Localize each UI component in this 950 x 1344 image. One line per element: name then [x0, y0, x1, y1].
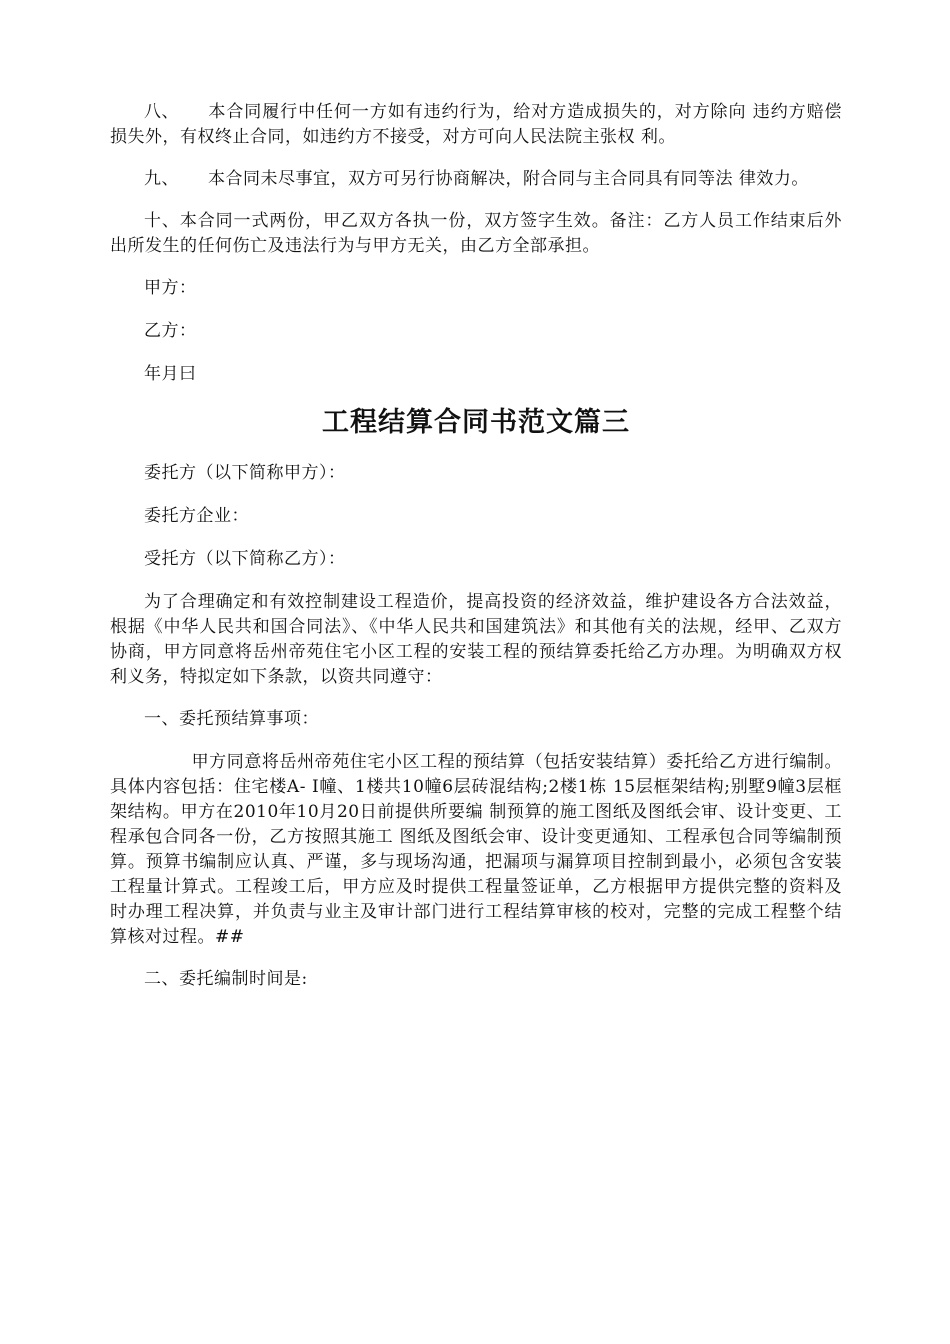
section-1-title: 一、委托预结算事项：: [144, 709, 319, 729]
clause-9-text: 本合同未尽事宜，双方可另行协商解决，附合同与主合同具有同等法 律效力。: [208, 169, 809, 189]
party-a-signature: 甲方：: [144, 278, 197, 298]
clause-8: [110, 100, 842, 150]
section-1-text: 甲方同意将岳州帝苑住宅小区工程的预结算（包括安装结算）委托给乙方进行编制。具体内容包括：住宅楼A- Ⅰ幢、1楼共10幢6层砖混结构;2楼1栋 15层框架结构;别墅9幢3层框架结构。甲方在2010年10月20日前提供所要编 制预算的施工图纸及图纸会审、设计变更、工程承包合同各一份，乙方按照其施工 图纸及图纸会审、设计变更通知、工程承包合同等编制预算。预算书编制应认真、严谨，多与现场沟通，把漏项与漏算项目控制到最小，必须包含安装工程量计算式。工程竣工后，甲方应及时提供工程量签证单，乙方根据甲方提供完整的资料及时办理工程决算，并负责与业主及审计部门进行工程结算审核的校对，完整的完成工程整个结算核对过程。##: [110, 752, 842, 947]
entrusting-company: 委托方企业：: [144, 506, 249, 526]
entrusted-party: 受托方（以下简称乙方）：: [144, 549, 346, 569]
intro-paragraph: 为了合理确定和有效控制建设工程造价，提高投资的经济效益，维护建设各方合法效益，根据《中华人民共和国合同法》、《中华人民共和国建筑法》和其他有关的法规，经甲、乙双方协商，甲方同意将岳州帝苑住宅小区工程的安装工程的预结算委托给乙方办理。为明确双方权利义务，特拟定如下条款，以资共同遵守：: [110, 592, 842, 687]
document-page: [110, 100, 842, 1010]
clause-8-number: 八、: [144, 102, 179, 122]
clause-9-number: 九、: [144, 169, 179, 189]
signature-date: 年月曰: [144, 364, 197, 384]
section-2-title: 二、委托编制时间是:: [144, 969, 308, 989]
entrusting-party: 委托方（以下简称甲方）：: [144, 463, 346, 483]
party-b-signature: 乙方：: [144, 321, 197, 341]
section-heading: 工程结算合同书范文篇三: [322, 407, 630, 438]
clause-9: [110, 167, 842, 192]
clause-10: 十、本合同一式两份，甲乙双方各执一份，双方签字生效。备注：乙方人员工作结束后外出所发生的任何伤亡及违法行为与甲方无关，由乙方全部承担。: [110, 211, 842, 256]
clause-8-text: 本合同履行中任何一方如有违约行为，给对方造成损失的，对方除向 违约方赔偿损失外，有权终止合同，如违约方不接受，对方可向人民法院主张权 利。: [110, 102, 842, 147]
